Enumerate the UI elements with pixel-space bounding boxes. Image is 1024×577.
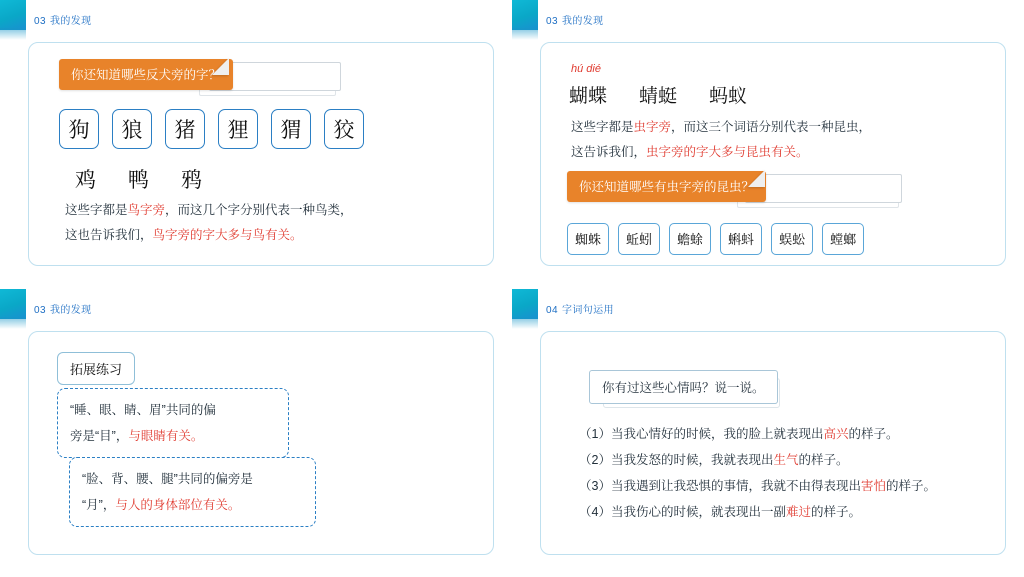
text-segment: 的样子。	[810, 505, 861, 519]
char-box: 猪	[165, 109, 205, 149]
section-header	[34, 301, 92, 316]
section-header	[546, 12, 604, 27]
text-segment: 的样子。	[798, 453, 849, 467]
word-box: 蟾蜍	[669, 223, 711, 255]
section-header	[546, 301, 614, 316]
text-segment: 当我发怒的时候，我就表现出	[610, 453, 774, 467]
content-panel	[28, 42, 494, 266]
highlight-segment: 虫字旁的字大多与	[646, 145, 747, 159]
section-number: 03	[34, 16, 46, 27]
word-box: 蝌蚪	[720, 223, 762, 255]
section-title: 我的发现	[561, 16, 604, 27]
highlight-segment: 昆虫	[746, 145, 772, 159]
char-box: 猬	[271, 109, 311, 149]
text-segment: ，而这几个字分别代表一种鸟类，	[165, 203, 353, 217]
plain-char: 鸡	[75, 169, 96, 192]
char-box: 狸	[218, 109, 258, 149]
highlight-segment: 鸟字旁	[127, 203, 166, 217]
list-item	[579, 476, 936, 494]
highlight-segment: 与眼睛有关。	[128, 429, 204, 443]
pinyin-annotation: hú dié	[571, 63, 601, 75]
section-title: 字词句运用	[561, 305, 614, 316]
corner-decoration-icon	[0, 289, 26, 319]
list-item	[579, 502, 861, 520]
section-title: 我的发现	[49, 305, 92, 316]
plain-char: 鸭	[128, 169, 149, 192]
question-tag-top-left: 你还知道哪些反犬旁的字？	[59, 59, 233, 90]
highlight-segment: 虫字旁	[633, 120, 672, 134]
text-segment: 当我心情好的时候，我的脸上就表现出	[610, 427, 824, 441]
corner-decoration-icon	[512, 0, 538, 30]
content-panel	[28, 331, 494, 555]
section-header	[34, 12, 92, 27]
text-segment: 当我伤心的时候，就表现出一副	[610, 505, 786, 519]
vocabulary-word: 蚂蚁	[709, 86, 748, 107]
plain-char-row	[59, 164, 218, 194]
corner-decoration-icon	[512, 289, 538, 319]
practice-label: 拓展练习	[57, 352, 135, 385]
practice-box-2-line-2	[82, 492, 303, 518]
highlight-segment: 鸟字旁的字大多与鸟有关。	[152, 228, 303, 242]
practice-box-1	[57, 388, 289, 458]
explanation-line-2	[65, 223, 475, 248]
char-box: 狼	[112, 109, 152, 149]
practice-box-2-line-1: “脸、背、腰、腿”共同的偏旁是	[82, 472, 253, 486]
practice-box-1-line-2	[70, 423, 276, 449]
slide-top-right	[512, 0, 1024, 288]
paper-fold-icon	[212, 58, 229, 75]
text-segment: 的样子。	[848, 427, 899, 441]
explanation-paragraph	[571, 115, 991, 165]
text-segment: 旁是“目”，	[70, 429, 129, 443]
item-number: （4）	[579, 505, 611, 519]
item-number: （2）	[579, 453, 611, 467]
explanation-line-1	[571, 115, 991, 140]
highlight-segment: 与人的身体部位有关。	[115, 498, 241, 512]
question-tag-group	[59, 59, 233, 90]
slide-bottom-right	[512, 289, 1024, 577]
section-number: 03	[546, 16, 558, 27]
text-segment: 这些字都是	[571, 120, 634, 134]
section-number: 03	[34, 305, 46, 316]
list-item	[579, 424, 899, 442]
explanation-line-2	[571, 140, 991, 165]
question-card: 你有过这些心情吗？说一说。	[589, 370, 778, 404]
text-segment: ，而这三个词语分别代表一种昆虫，	[671, 120, 872, 134]
section-title: 我的发现	[49, 16, 92, 27]
practice-box-1-line-1: “睡、眼、睛、眉”共同的偏	[70, 403, 216, 417]
slide-bottom-left	[0, 289, 512, 577]
char-box: 狗	[59, 109, 99, 149]
explanation-line-1	[65, 198, 475, 223]
item-number: （1）	[579, 427, 611, 441]
corner-decoration-icon	[0, 0, 26, 30]
plain-char: 鸦	[181, 169, 202, 192]
vocabulary-word: 蜻蜓	[639, 86, 678, 107]
char-box-row	[59, 109, 364, 149]
word-box: 螳螂	[822, 223, 864, 255]
vocabulary-word-row	[569, 81, 747, 108]
word-box: 蜈蚣	[771, 223, 813, 255]
text-segment: 这也告诉我们，	[65, 228, 153, 242]
highlight-segment: 害怕	[860, 479, 886, 493]
word-box-row	[567, 223, 864, 255]
vocabulary-word: 蝴蝶	[569, 86, 608, 107]
text-segment: 当我遇到让我恐惧的事情，我就不由得表现出	[610, 479, 861, 493]
highlight-segment: 有关。	[771, 145, 809, 159]
highlight-segment: 难过	[785, 505, 811, 519]
highlight-segment: 生气	[773, 453, 799, 467]
practice-box-2	[69, 457, 316, 527]
explanation-paragraph	[65, 198, 475, 248]
text-segment: 这告诉我们，	[571, 145, 647, 159]
word-box: 蚯蚓	[618, 223, 660, 255]
paper-fold-icon	[748, 170, 765, 187]
char-box: 狡	[324, 109, 364, 149]
content-panel	[540, 331, 1006, 555]
text-segment: “月”，	[82, 498, 116, 512]
question-tag-group	[567, 171, 766, 202]
item-number: （3）	[579, 479, 611, 493]
word-box: 蜘蛛	[567, 223, 609, 255]
content-panel	[540, 42, 1006, 266]
text-segment: 这些字都是	[65, 203, 128, 217]
slide-top-left	[0, 0, 512, 288]
list-item	[579, 450, 849, 468]
text-segment: 的样子。	[885, 479, 936, 493]
paper-layer-front	[745, 174, 902, 203]
section-number: 04	[546, 305, 558, 316]
question-tag-top-right: 你还知道哪些有虫字旁的昆虫？	[567, 171, 766, 202]
highlight-segment: 高兴	[823, 427, 849, 441]
